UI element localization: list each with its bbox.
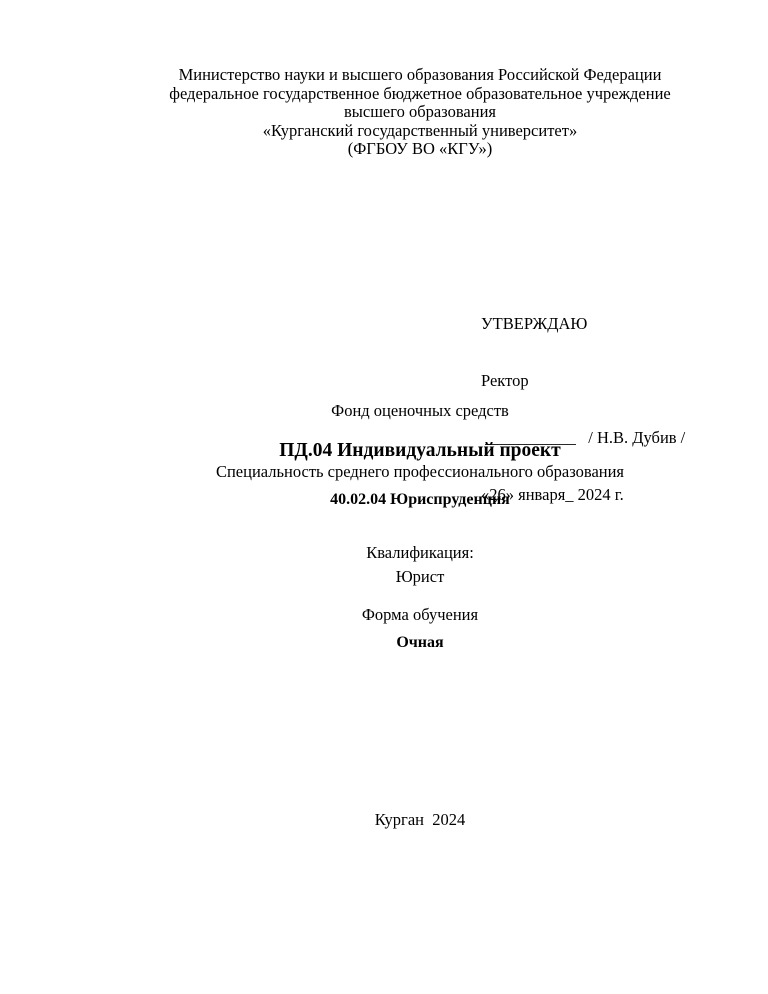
qualification-value: Юрист <box>395 567 445 586</box>
specialty-code: 40.02.04 Юриспруденция <box>330 491 510 508</box>
qualification-label: Квалификация: <box>366 543 474 562</box>
approver-position: Ректор <box>481 371 529 390</box>
study-form-value: Очная <box>396 634 444 651</box>
study-form-label: Форма обучения <box>361 605 479 624</box>
signature-line: ___________ / Н.В. Дубив / <box>481 428 686 447</box>
approval-title: УТВЕРЖДАЮ <box>481 314 588 333</box>
approval-date: «26» января_ 2024 г. <box>481 485 624 504</box>
university-name: «Курганский государственный университет» <box>262 120 578 140</box>
city-year: Курган 2024 <box>374 810 466 829</box>
institution-type-line: федеральное государственное бюджетное образовательное учреждение <box>169 83 671 103</box>
education-level-line: высшего образования <box>344 102 496 121</box>
ministry-line: Министерство науки и высшего образования Российской Федерации <box>178 65 662 84</box>
university-abbreviation: (ФГБОУ ВО «КГУ») <box>347 139 493 158</box>
discipline-title: ПД.04 Индивидуальный проект <box>279 440 561 461</box>
specialty-label: Специальность среднего профессионального образования <box>215 462 625 481</box>
fund-title: Фонд оценочных средств <box>331 401 509 420</box>
institution-header <box>0 66 768 159</box>
